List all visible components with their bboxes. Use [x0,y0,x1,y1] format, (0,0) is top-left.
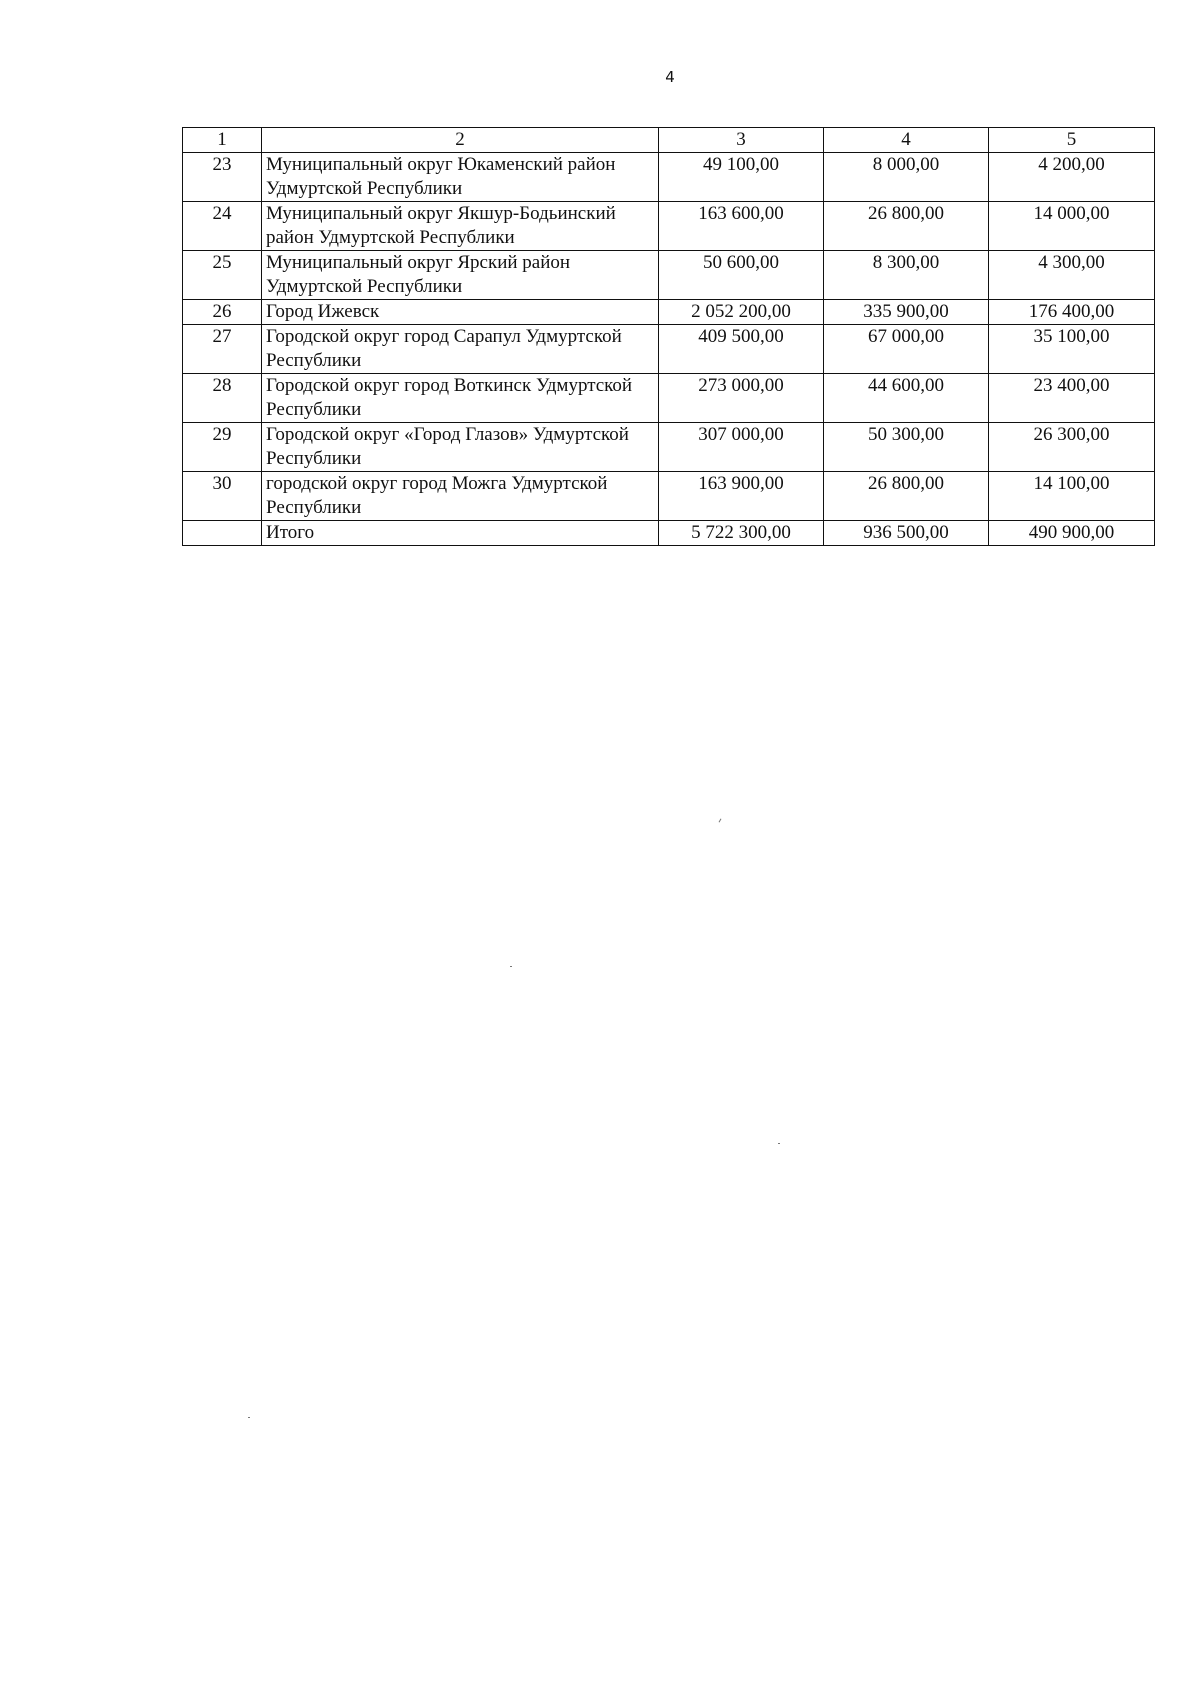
total-row [183,521,1155,546]
column-header-3: 3 [659,128,824,153]
value-col5: 26 300,00 [989,423,1155,472]
table-row [183,153,1155,202]
value-col3: 163 900,00 [659,472,824,521]
value-col3: 2 052 200,00 [659,300,824,325]
row-number: 26 [183,300,262,325]
table-row [183,251,1155,300]
row-number: 25 [183,251,262,300]
total-row-number [183,521,262,546]
scan-speck [719,819,722,823]
value-col5: 14 100,00 [989,472,1155,521]
value-col3: 163 600,00 [659,202,824,251]
total-col5: 490 900,00 [989,521,1155,546]
row-number: 27 [183,325,262,374]
value-col5: 35 100,00 [989,325,1155,374]
value-col5: 176 400,00 [989,300,1155,325]
municipality-name: городской округ город Можга Удмуртской Республики [262,472,659,521]
value-col5: 23 400,00 [989,374,1155,423]
municipality-name: Муниципальный округ Юкаменский район Удмуртской Республики [262,153,659,202]
scan-speck [248,1417,250,1418]
value-col3: 273 000,00 [659,374,824,423]
row-number: 29 [183,423,262,472]
value-col3: 409 500,00 [659,325,824,374]
column-header-1: 1 [183,128,262,153]
value-col3: 307 000,00 [659,423,824,472]
municipality-name: Муниципальный округ Ярский район Удмуртской Республики [262,251,659,300]
value-col4: 44 600,00 [824,374,989,423]
table-row [183,300,1155,325]
total-col3: 5 722 300,00 [659,521,824,546]
value-col5: 4 200,00 [989,153,1155,202]
table-row [183,472,1155,521]
column-header-5: 5 [989,128,1155,153]
scan-speck [510,966,512,967]
value-col3: 49 100,00 [659,153,824,202]
header-row [183,128,1155,153]
municipality-name: Муниципальный округ Якшур-Бодьинский район Удмуртской Республики [262,202,659,251]
allocation-table [182,127,1155,546]
scan-speck [778,1143,780,1144]
value-col4: 67 000,00 [824,325,989,374]
row-number: 30 [183,472,262,521]
page-number: 4 [665,68,675,86]
municipality-name: Городской округ город Сарапул Удмуртской Республики [262,325,659,374]
value-col4: 26 800,00 [824,472,989,521]
value-col4: 8 000,00 [824,153,989,202]
municipality-name: Городской округ город Воткинск Удмуртской Республики [262,374,659,423]
column-header-4: 4 [824,128,989,153]
value-col4: 50 300,00 [824,423,989,472]
value-col5: 14 000,00 [989,202,1155,251]
total-label: Итого [262,521,659,546]
value-col5: 4 300,00 [989,251,1155,300]
value-col3: 50 600,00 [659,251,824,300]
table-row [183,202,1155,251]
row-number: 24 [183,202,262,251]
column-header-2: 2 [262,128,659,153]
municipality-name: Город Ижевск [262,300,659,325]
municipality-name: Городской округ «Город Глазов» Удмуртской Республики [262,423,659,472]
table-row [183,423,1155,472]
value-col4: 8 300,00 [824,251,989,300]
table-row [183,325,1155,374]
row-number: 23 [183,153,262,202]
table-row [183,374,1155,423]
value-col4: 335 900,00 [824,300,989,325]
row-number: 28 [183,374,262,423]
value-col4: 26 800,00 [824,202,989,251]
total-col4: 936 500,00 [824,521,989,546]
